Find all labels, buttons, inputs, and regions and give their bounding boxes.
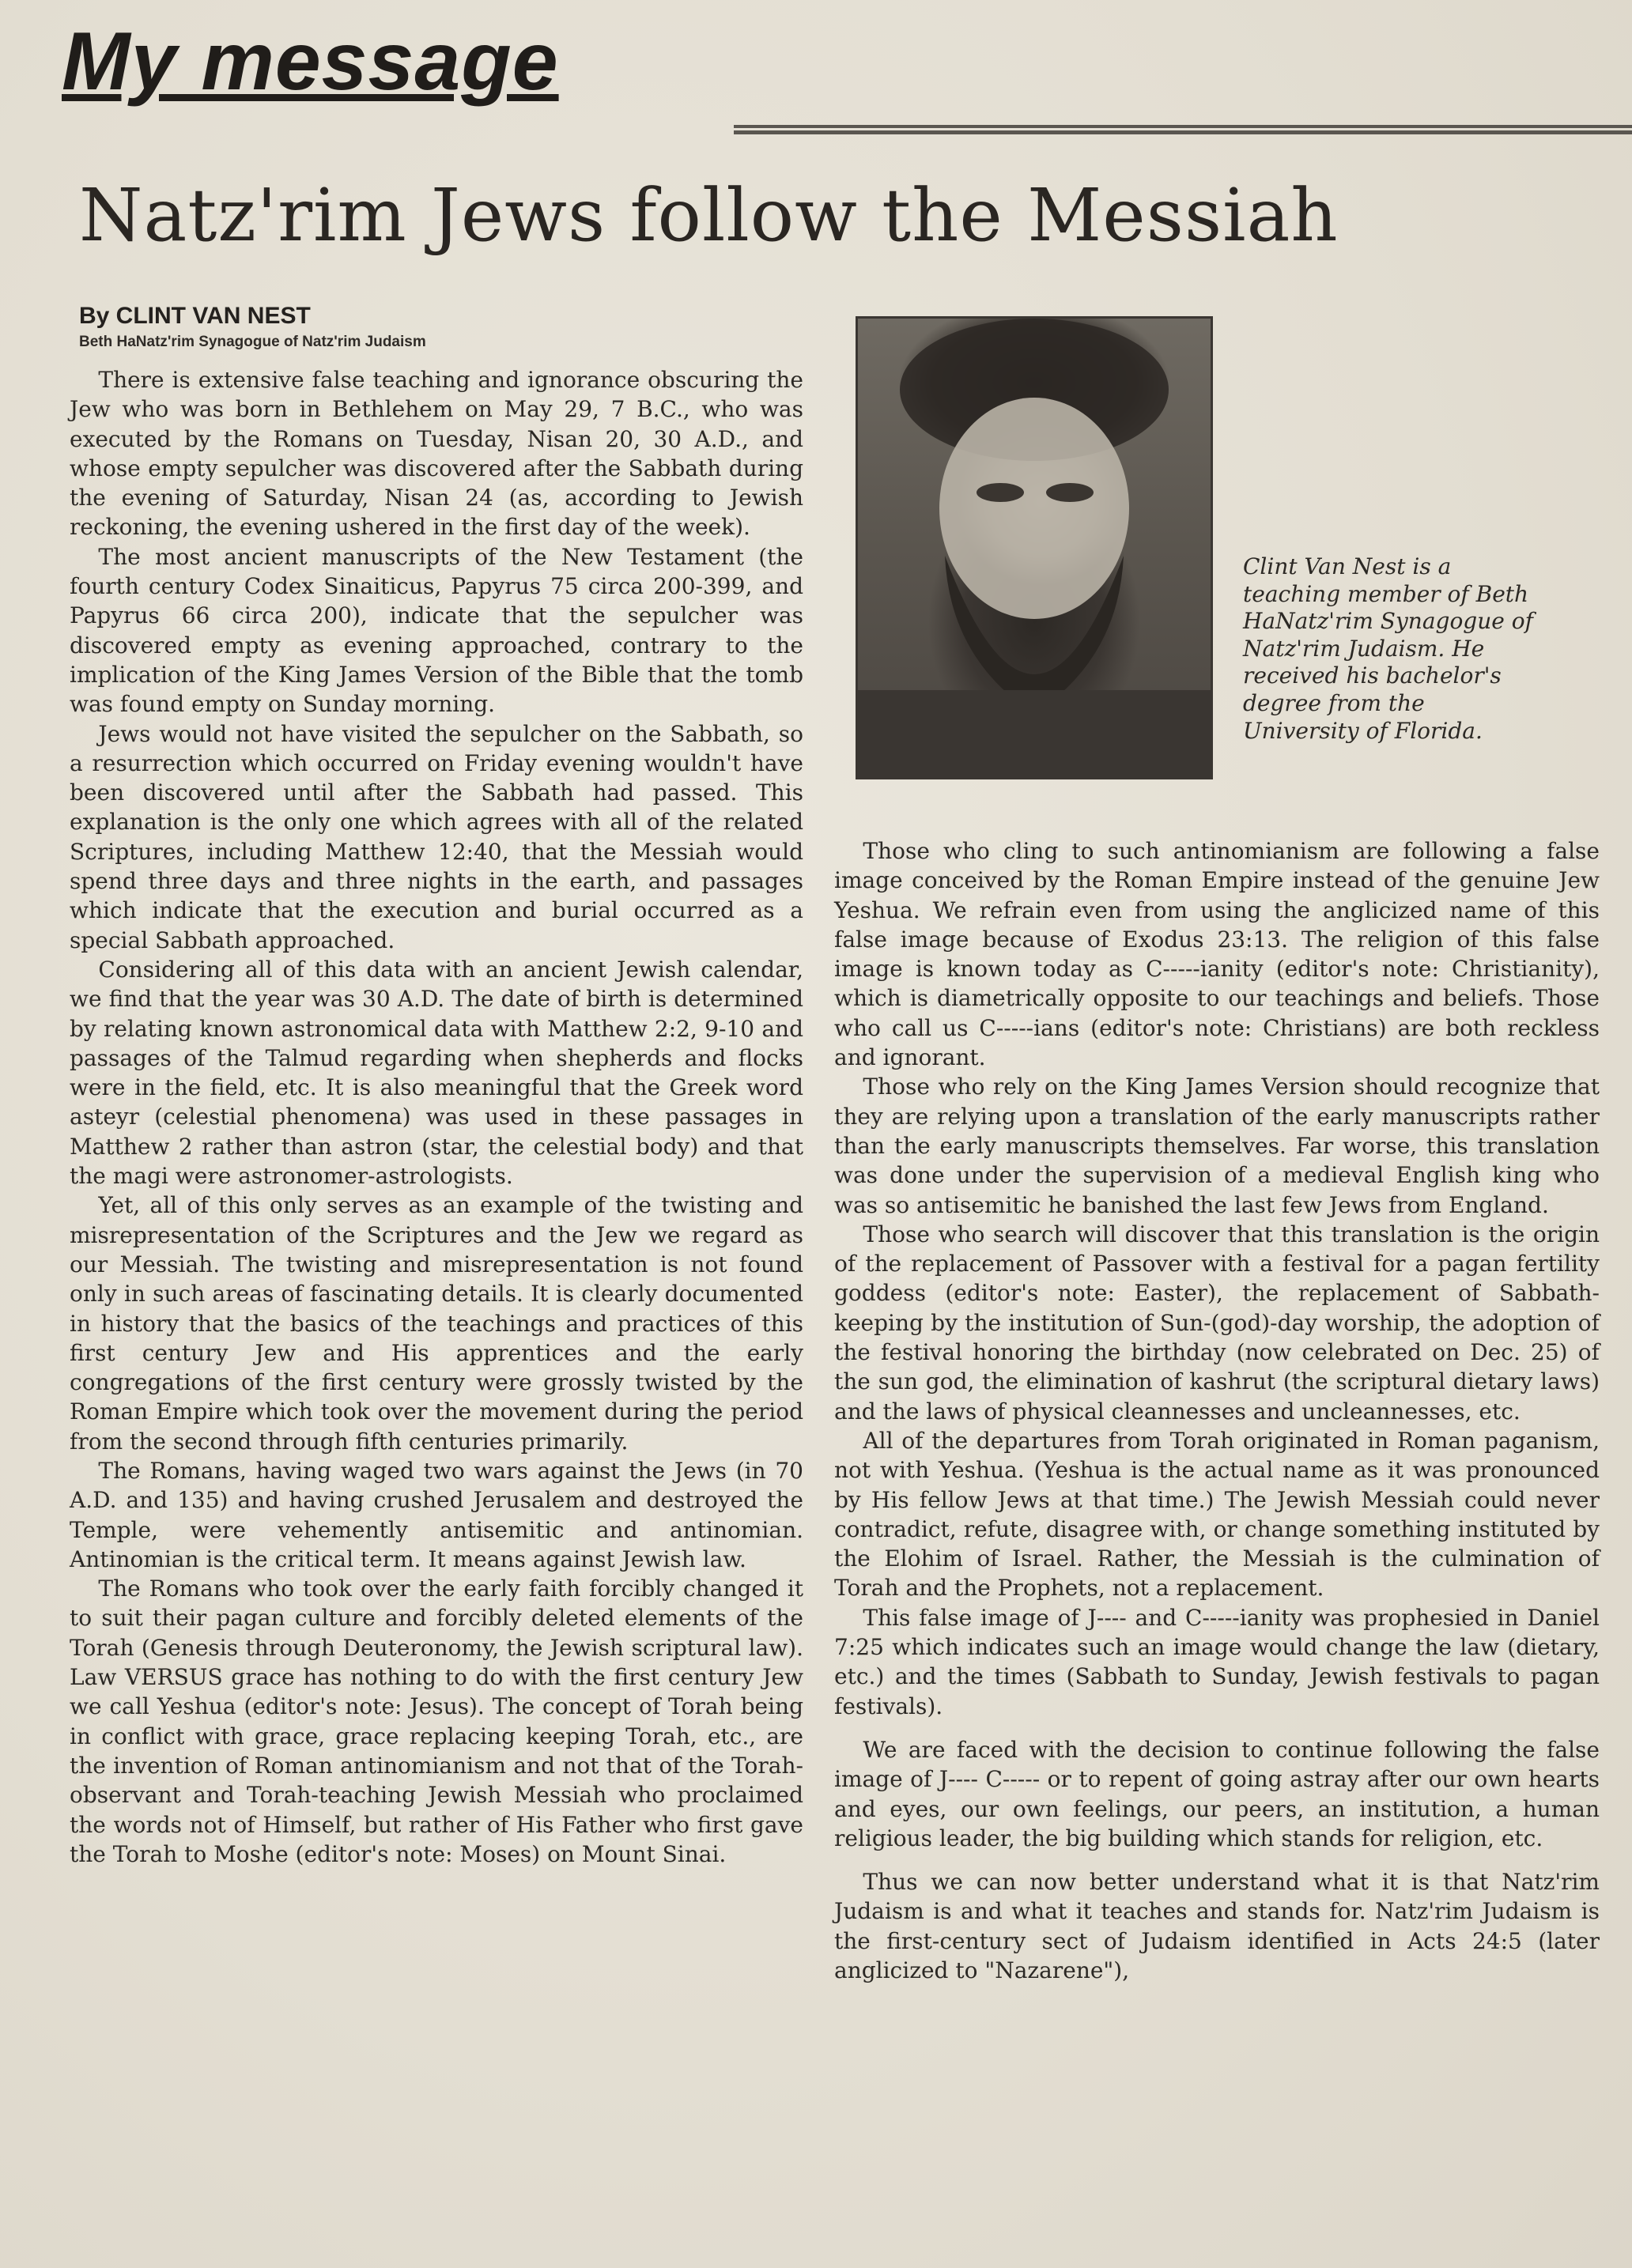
header-rule [734, 125, 1632, 134]
paragraph: This false image of J---- and C-----ianity was prophesied in Daniel 7:25 which indicates such an image would change the law (dietary, etc.) and the times (Sabbath to Sunday, Jewish festivals to pagan festivals). [834, 1604, 1600, 1719]
paragraph: Those who search will discover that this translation is the origin of the replacement of Passover with a festival for a pagan fertility goddess (editor's note: Easter), the replacement of Sabbath-keeping by the institution of Sun-(god)-day worship, the adoption of the festival honoring the birthday (now celebrated on Dec. 25) of the sun god, the elimination of kashrut (the scriptural dietary laws) and the laws of physical cleannesses and uncleannesses, etc. [834, 1221, 1600, 1425]
caption-line: Natz'rim Judaism. He [1243, 635, 1485, 662]
paragraph: All of the departures from Torah originated in Roman paganism, not with Yeshua. (Yeshua is the actual name as it was pronounced by His fellow Jews at that time.) The Jewish Messiah could never contradict, refute, disagree with, or change something instituted by the Elohim of Israel. Rather, the Messiah is the culmination of Torah and the Prophets, not a replacement. [834, 1427, 1600, 1602]
author-affiliation: Beth HaNatz'rim Synagogue of Natz'rim Judaism [79, 334, 426, 350]
paragraph: Considering all of this data with an ancient Jewish calendar, we find that the year was 30 A.D. The date of birth is determined by relating known astronomical data with Matthew 2:2, 9-10 and passages of the Talmud regarding when shepherds and flocks were in the field, etc. It is also meaningful that the Greek word asteyr (celestial phenomena) was used in these passages in Matthew 2 rather than astron (star, the celestial body) and that the magi were astronomer-astrologists. [70, 956, 803, 1190]
caption-line: degree from the [1243, 689, 1425, 716]
paragraph: There is extensive false teaching and ignorance obscuring the Jew who was born in Bethlehem on May 29, 7 B.C., who was executed by the Romans on Tuesday, Nisan 20, 30 A.D., and whose empty sepulcher was discovered after the Sabbath during the evening of Saturday, Nisan 24 (as, according to Jewish reckoning, the evening ushered in the first day of the week). [70, 367, 803, 541]
paragraph: We are faced with the decision to continue following the false image of J---- C----- or to repent of going astray after our own hearts and eyes, our own feelings, our peers, an institution, a human religious leader, the big building which stands for religion, etc. [834, 1736, 1600, 1851]
caption-line: teaching member of Beth [1243, 580, 1529, 607]
paragraph: The Romans, having waged two wars against the Jews (in 70 A.D. and 135) and having crushed Jerusalem and destroyed the Temple, were vehemently antisemitic and antinomian. Antinomian is the critical term. It means against Jewish law. [70, 1457, 803, 1572]
byline: By CLINT VAN NEST [79, 303, 311, 329]
paragraph: Yet, all of this only serves as an example of the twisting and misrepresentation of the Scriptures and the Jew we regard as our Messiah. The twisting and misrepresentation is not found only in such areas of fascinating details. It is clearly documented in history that the basics of the teachings and practices of this first century Jew and His apprentices and the early congregations of the first century were grossly twisted by the Roman Empire which took over the movement during the period from the second through fifth centuries primarily. [70, 1192, 803, 1455]
section-title: My message [62, 16, 559, 108]
headline: Natz'rim Jews follow the Messiah [79, 173, 1339, 258]
portrait-illustration [858, 319, 1211, 777]
section-header [62, 14, 1632, 133]
caption-line: University of Florida. [1243, 717, 1483, 744]
caption-line: received his bachelor's [1243, 662, 1502, 689]
article-column-right [834, 836, 1600, 1985]
paragraph: Jews would not have visited the sepulcher on the Sabbath, so a resurrection which occurred on Friday evening wouldn't have been discovered until after the Sabbath had passed. This explanation is the only one which agrees with all of the related Scriptures, including Matthew 12:40, that the Messiah would spend three days and three nights in the earth, and passages which indicate that the execution and burial occurred as a special Sabbath approached. [70, 720, 803, 953]
paragraph: Thus we can now better understand what it is that Natz'rim Judaism is and what it teaches and stands for. Natz'rim Judaism is the first-century sect of Judaism identified in Acts 24:5 (later anglicized to "Nazarene"), [834, 1869, 1600, 1983]
caption-line: Clint Van Nest is a [1243, 553, 1452, 579]
author-portrait-photo [856, 316, 1213, 779]
photo-caption [1243, 553, 1607, 745]
paragraph: Those who cling to such antinomianism are following a false image conceived by the Roman Empire instead of the genuine Jew Yeshua. We refrain even from using the anglicized name of this false image because of Exodus 23:13. The religion of this false image is known today as C-----ianity (editor's note: Christianity), which is diametrically opposite to our teachings and beliefs. Those who call us C-----ians (editor's note: Christians) are both reckless and ignorant. [834, 838, 1600, 1071]
caption-line: HaNatz'rim Synagogue of [1243, 608, 1533, 635]
paragraph: The most ancient manuscripts of the New Testament (the fourth century Codex Sinaiticus, Papyrus 75 circa 200-399, and Papyrus 66 circa 200), indicate that the sepulcher was discovered empty as evening approached, contrary to the implication of the King James Version of the Bible that the tomb was found empty on Sunday morning. [70, 543, 803, 718]
paragraph: The Romans who took over the early faith forcibly changed it to suit their pagan culture and forcibly deleted elements of the Torah (Genesis through Deuteronomy, the Jewish scriptural law). Law VERSUS grace has nothing to do with the first century Jew we call Yeshua (editor's note: Jesus). The concept of Torah being in conflict with grace, grace replacing keeping Torah, etc., are the invention of Roman antinomianism and not that of the Torah-observant and Torah-teaching Jewish Messiah who proclaimed the words not of Himself, but rather of His Father who first gave the Torah to Moshe (editor's note: Moses) on Mount Sinai. [70, 1576, 803, 1867]
article-column-left [70, 365, 803, 1869]
paragraph: Those who rely on the King James Version should recognize that they are relying upon a translation of the early manuscripts rather than the early manuscripts themselves. Far worse, this translation was done under the supervision of a medieval English king who was so antisemitic he banished the last few Jews from England. [834, 1074, 1600, 1218]
